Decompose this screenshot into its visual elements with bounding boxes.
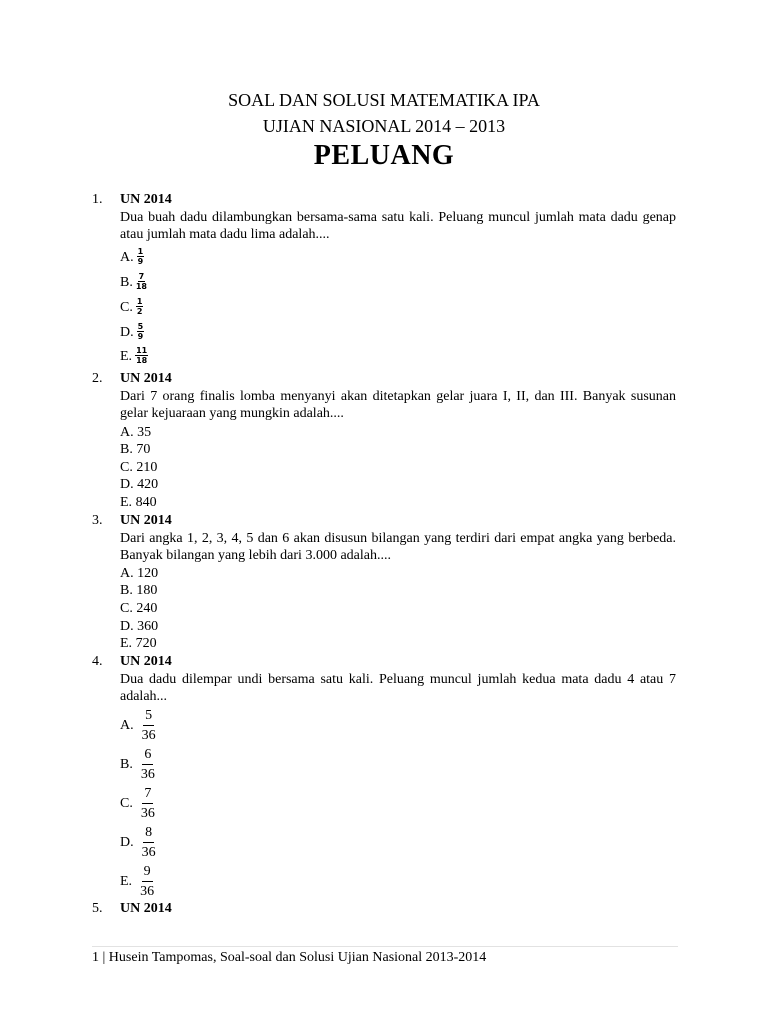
fraction-denominator: 9 xyxy=(137,332,144,341)
fraction-denominator: 2 xyxy=(136,307,143,316)
fraction-denominator: 36 xyxy=(140,884,155,899)
option-fraction xyxy=(142,824,156,861)
question-number: 1. xyxy=(92,192,103,207)
fraction-denominator: 36 xyxy=(141,845,156,860)
option-value: 420 xyxy=(137,477,159,492)
question-text: Dua buah dadu dilambungkan bersama-sama satu kali. Peluang muncul jumlah mata dadu genap atau jumlah mata dadu lima adalah.... xyxy=(120,209,676,242)
option-label: C. xyxy=(120,795,133,811)
page-footer: 1 | Husein Tampomas, Soal-soal dan Solusi Ujian Nasional 2013-2014 xyxy=(92,950,487,965)
question-body xyxy=(120,191,676,244)
option-label: B. xyxy=(120,274,133,290)
option-fraction xyxy=(140,863,154,900)
question-body xyxy=(120,900,676,918)
question-source-tag: UN 2014 xyxy=(120,901,172,916)
question-source-tag: UN 2014 xyxy=(120,654,172,669)
option-label: C. xyxy=(120,460,133,475)
document-title-line-2: UJIAN NASIONAL 2014 – 2013 xyxy=(262,116,506,136)
option-fraction xyxy=(142,707,156,744)
option-c xyxy=(120,298,143,317)
option-a xyxy=(120,424,151,441)
option-label: D. xyxy=(120,834,134,850)
question-number: 3. xyxy=(92,513,103,528)
option-fraction xyxy=(136,272,147,291)
footer-divider xyxy=(92,946,678,947)
option-e xyxy=(120,863,154,900)
option-label: A. xyxy=(120,566,134,581)
option-a xyxy=(120,248,144,267)
option-b xyxy=(120,746,155,783)
section-title: PELUANG xyxy=(313,140,455,171)
option-label: E. xyxy=(120,495,133,510)
option-label: B. xyxy=(120,756,133,772)
option-label: B. xyxy=(120,583,133,598)
option-value: 240 xyxy=(136,601,158,616)
question-text: Dari 7 orang finalis lomba menyanyi akan ditetapkan gelar juara I, II, dan III. Banyak susunan gelar kejuaraan yang mungkin adalah.... xyxy=(120,388,676,421)
option-label: C. xyxy=(120,601,133,616)
fraction-numerator: 6 xyxy=(142,746,153,765)
option-value: 840 xyxy=(135,495,157,510)
option-label: A. xyxy=(120,717,134,733)
option-b xyxy=(120,273,147,292)
option-c xyxy=(120,785,155,822)
option-value: 210 xyxy=(136,460,158,475)
fraction-numerator: 5 xyxy=(137,322,144,331)
option-value: 120 xyxy=(137,566,159,581)
question-number: 4. xyxy=(92,654,103,669)
option-d xyxy=(120,824,156,861)
question-number: 5. xyxy=(92,901,103,916)
option-a xyxy=(120,707,156,744)
fraction-denominator: 36 xyxy=(140,806,155,821)
question-text: Dari angka 1, 2, 3, 4, 5 dan 6 akan disusun bilangan yang terdiri dari empat angka yang berbeda. Banyak bilangan yang lebih dari 3.000 adalah.... xyxy=(120,530,676,563)
fraction-numerator: 7 xyxy=(142,785,153,804)
option-value: 720 xyxy=(135,636,157,651)
option-label: E. xyxy=(120,636,133,651)
option-value: 70 xyxy=(136,442,151,457)
option-label: A. xyxy=(120,249,134,265)
fraction-denominator: 18 xyxy=(135,282,147,291)
option-fraction xyxy=(135,346,148,365)
option-label: D. xyxy=(120,619,134,634)
option-fraction xyxy=(137,247,145,266)
option-fraction xyxy=(137,322,145,341)
option-label: D. xyxy=(120,324,134,340)
document-title-line-1: SOAL DAN SOLUSI MATEMATIKA IPA xyxy=(228,90,540,110)
option-e xyxy=(120,635,157,652)
option-d xyxy=(120,323,144,342)
option-e xyxy=(120,494,157,511)
question-body xyxy=(120,512,676,565)
fraction-denominator: 36 xyxy=(141,728,156,743)
option-fraction xyxy=(141,785,155,822)
fraction-denominator: 36 xyxy=(140,767,155,782)
option-label: A. xyxy=(120,425,134,440)
fraction-numerator: 1 xyxy=(136,297,143,306)
question-source-tag: UN 2014 xyxy=(120,371,172,386)
option-a xyxy=(120,565,158,582)
question-source-tag: UN 2014 xyxy=(120,513,172,528)
fraction-numerator: 8 xyxy=(143,824,154,843)
option-label: C. xyxy=(120,299,133,315)
option-value: 360 xyxy=(137,619,159,634)
fraction-denominator: 9 xyxy=(137,257,144,266)
option-e xyxy=(120,347,148,366)
option-label: D. xyxy=(120,477,134,492)
fraction-numerator: 9 xyxy=(142,863,153,882)
option-d xyxy=(120,476,158,493)
option-fraction xyxy=(136,297,144,316)
fraction-numerator: 1 xyxy=(137,247,144,256)
option-c xyxy=(120,600,157,617)
option-fraction xyxy=(141,746,155,783)
question-body xyxy=(120,370,676,423)
fraction-numerator: 5 xyxy=(143,707,154,726)
fraction-numerator: 7 xyxy=(138,272,145,281)
question-number: 2. xyxy=(92,371,103,386)
option-d xyxy=(120,618,158,635)
option-c xyxy=(120,459,157,476)
option-b xyxy=(120,582,157,599)
question-text: Dua dadu dilempar undi bersama satu kali. Peluang muncul jumlah kedua mata dadu 4 atau 7 adalah... xyxy=(120,671,676,704)
question-body xyxy=(120,653,676,706)
option-b xyxy=(120,441,150,458)
option-value: 35 xyxy=(137,425,152,440)
option-label: B. xyxy=(120,442,133,457)
fraction-denominator: 18 xyxy=(136,356,148,365)
option-label: E. xyxy=(120,873,133,889)
fraction-numerator: 11 xyxy=(136,346,148,355)
option-value: 180 xyxy=(136,583,158,598)
question-source-tag: UN 2014 xyxy=(120,192,172,207)
option-label: E. xyxy=(120,348,133,364)
